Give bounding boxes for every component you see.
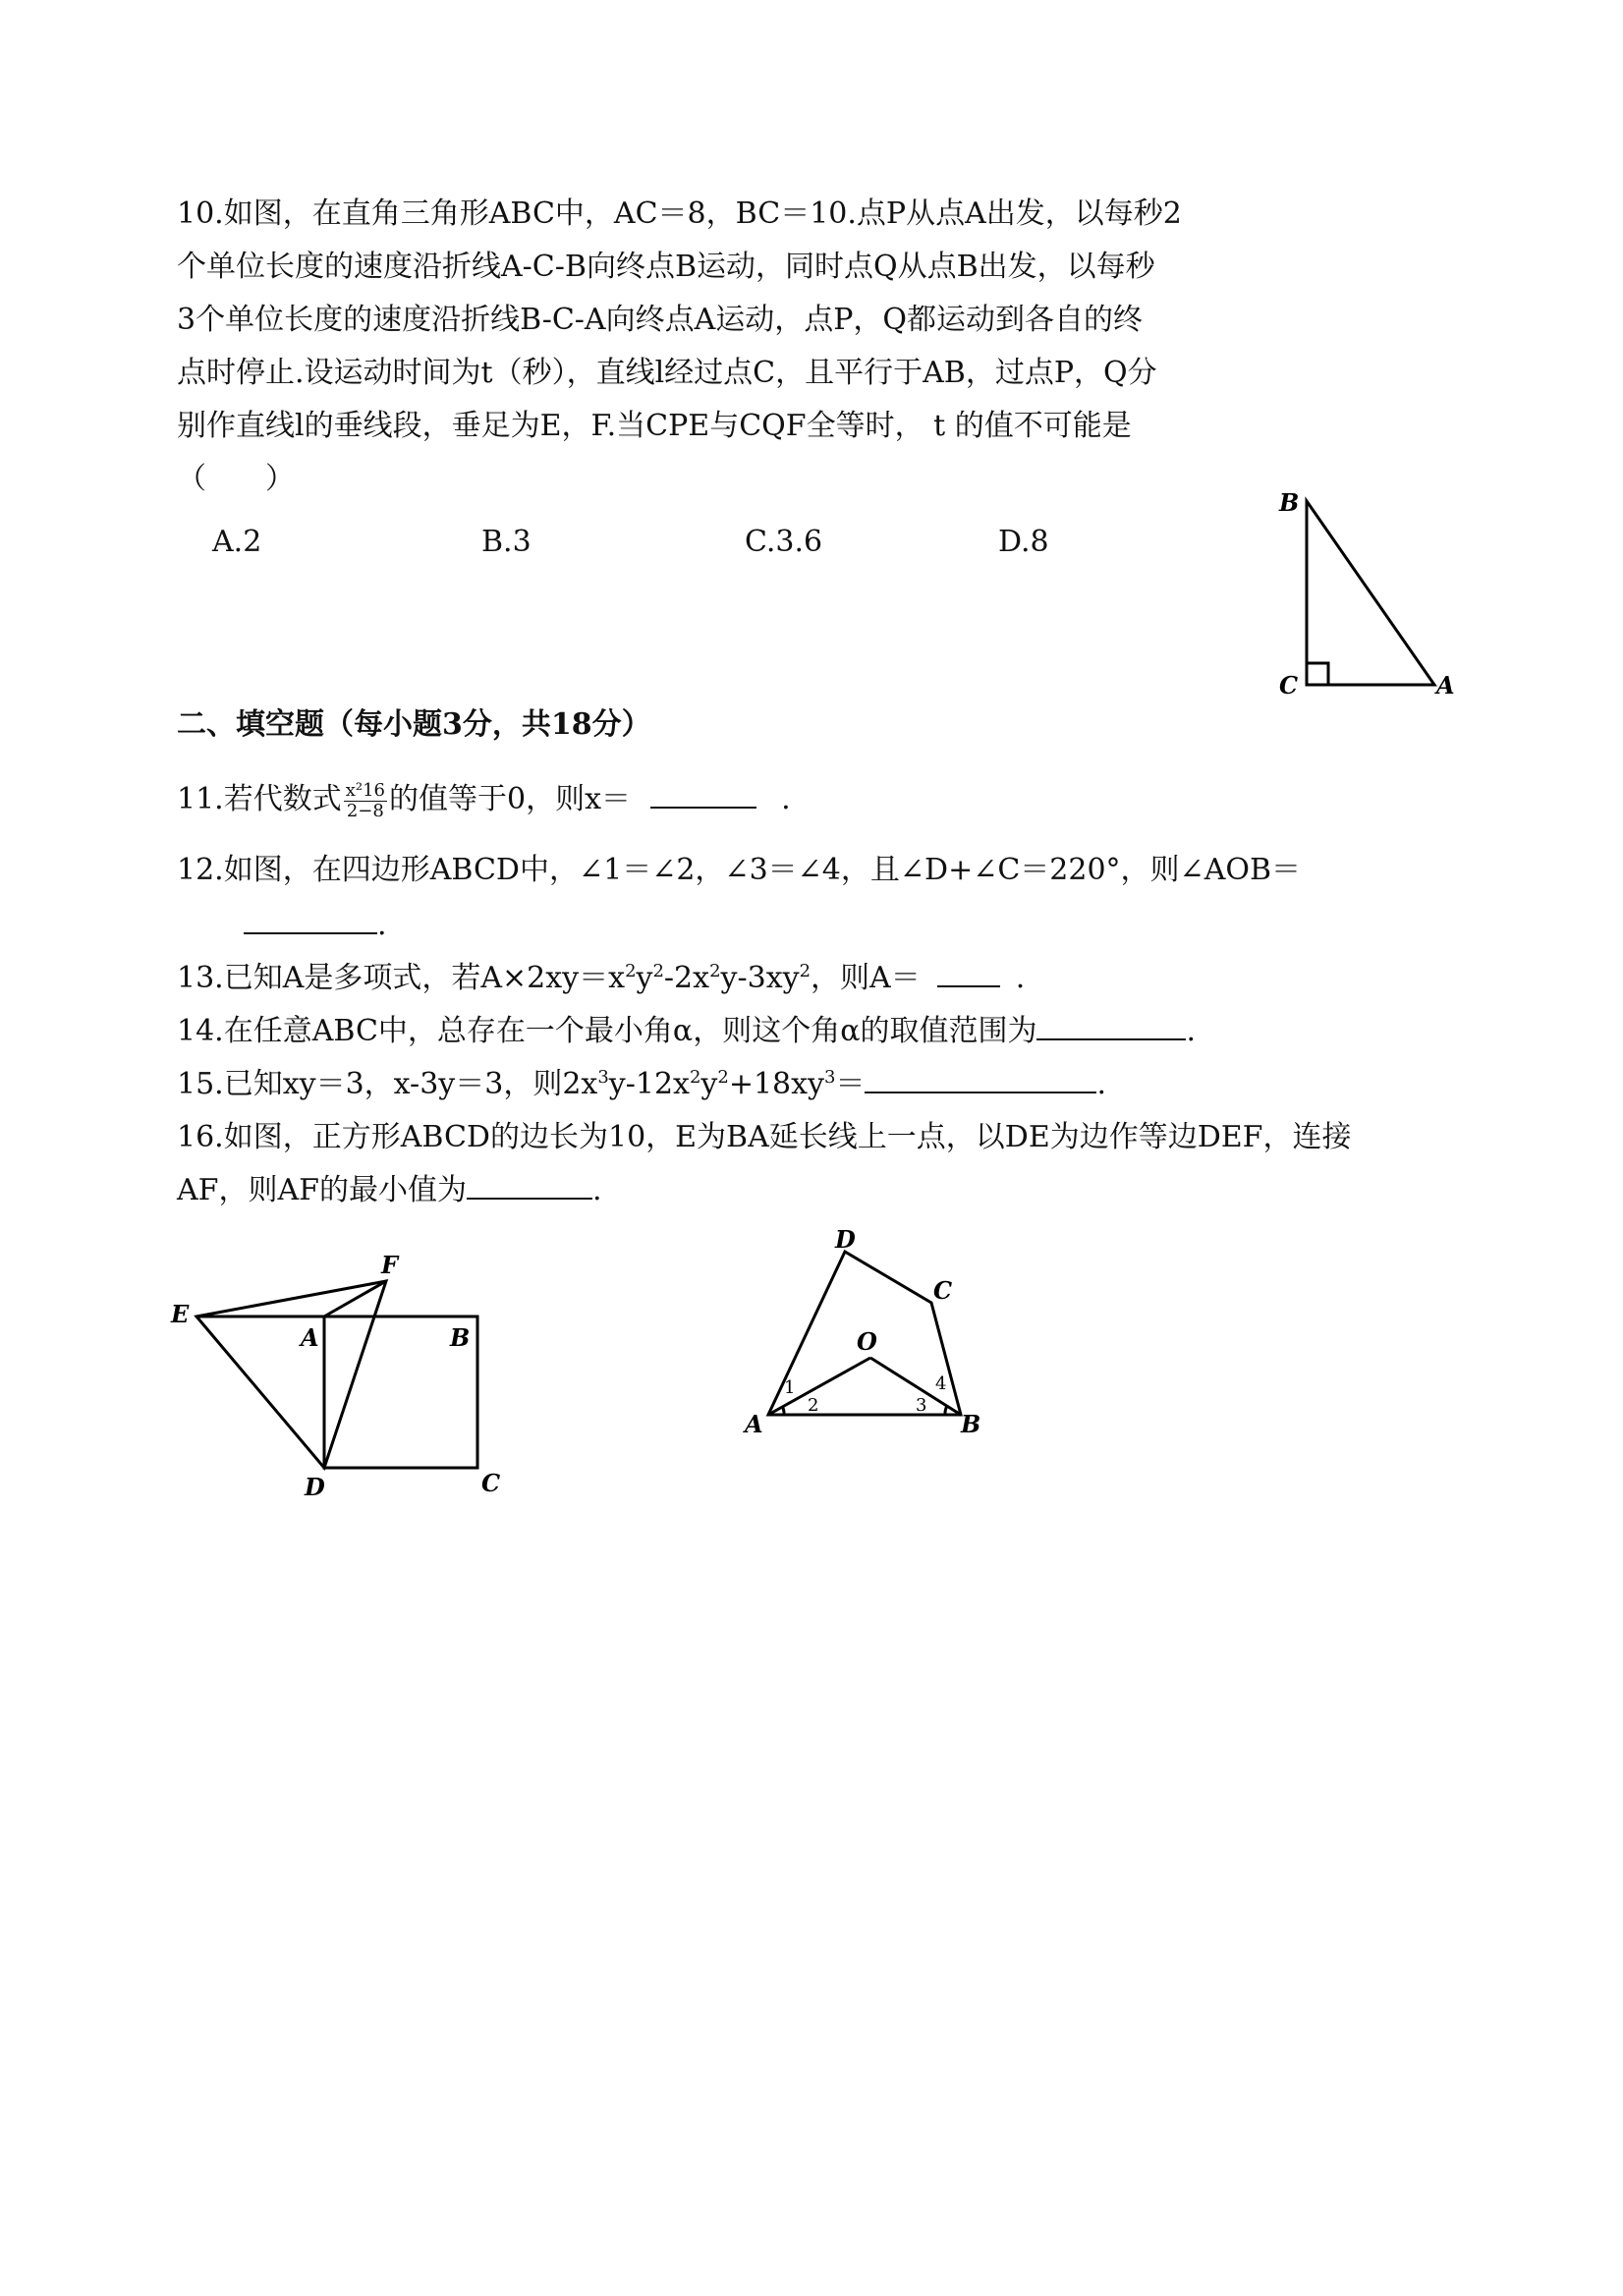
label-a: A	[745, 1410, 763, 1438]
q13-end: .	[1015, 961, 1026, 995]
q14-end: .	[1186, 1014, 1196, 1048]
q11-prefix: 11.若代数式	[177, 782, 342, 816]
q15-sup-1: 3	[597, 1067, 609, 1088]
q12-line-1: 12.如图，在四边形ABCD中，∠1＝∠2，∠3＝∠4，且∠D+∠C＝220°，则∠AOB＝	[177, 853, 1301, 887]
label-a: A	[1436, 671, 1455, 700]
label-d: D	[835, 1225, 856, 1254]
q10-line-2: 个单位长度的速度沿折线A-C-B向终点B运动，同时点Q从点B出发，以每秒	[177, 250, 1155, 284]
q15-mid-2: y	[700, 1067, 718, 1101]
q10-option-d: D.8	[998, 525, 1049, 559]
label-f: F	[381, 1251, 399, 1279]
label-c: C	[1279, 671, 1299, 700]
q15-prefix: 15.已知xy＝3，x-3y＝3，则2x	[177, 1067, 598, 1101]
q14-text: 14.在任意ABC中，总存在一个最小角α，则这个角α的取值范围为	[177, 1014, 1037, 1048]
q12-line-2	[244, 906, 387, 945]
q13-mid-2: -2x	[663, 961, 710, 995]
angle-label-3: 3	[916, 1395, 927, 1416]
q11-answer-blank[interactable]	[650, 781, 756, 809]
q15-sup-3: 2	[717, 1067, 729, 1088]
q13-sup-4: 2	[799, 961, 812, 981]
label-c: C	[481, 1469, 501, 1497]
q16-end: .	[591, 1173, 602, 1207]
label-d: D	[305, 1473, 325, 1501]
q12-end: .	[377, 908, 387, 942]
q15-mid-3: +18xy	[728, 1067, 825, 1101]
q15-sup-4: 3	[824, 1067, 836, 1088]
q14-answer-blank[interactable]	[1036, 1013, 1186, 1040]
angle-label-2: 2	[808, 1395, 819, 1416]
q10-line-3: 3个单位长度的速度沿折线B-C-A向终点A运动，点P，Q都运动到各自的终	[177, 303, 1144, 337]
q11-suffix: 的值等于0，则x＝	[389, 782, 632, 816]
q10-option-b: B.3	[481, 525, 532, 559]
q10-line-4: 点时停止.设运动时间为t（秒），直线l经过点C，且平行于AB，过点P，Q分	[177, 356, 1157, 390]
q11-fraction	[344, 781, 387, 821]
label-b: B	[1279, 488, 1300, 517]
right-angle-mark	[1307, 663, 1328, 685]
q15-end: .	[1096, 1067, 1107, 1101]
q14-line	[177, 1012, 1196, 1051]
q16-line-2	[177, 1171, 602, 1210]
q15-suffix: ＝	[835, 1067, 866, 1101]
q13-sup-3: 2	[709, 961, 721, 981]
label-b: B	[450, 1323, 471, 1352]
q15-answer-blank[interactable]	[865, 1066, 1096, 1093]
triangle-abc	[1307, 501, 1434, 685]
angle-label-4: 4	[935, 1373, 947, 1394]
q12-quadrilateral-figure	[727, 1225, 1002, 1444]
q11-end: .	[781, 782, 791, 816]
q10-line-1: 10.如图，在直角三角形ABC中，AC＝8，BC＝10.点P从点A出发，以每秒2	[177, 196, 1182, 231]
q13-suffix: ，则A＝	[811, 961, 921, 995]
q13-line	[177, 959, 1025, 998]
q11-line	[177, 780, 791, 821]
q12-answer-blank[interactable]	[244, 907, 377, 934]
label-a: A	[301, 1323, 319, 1352]
q10-line-5: 别作直线l的垂线段，垂足为E，F.当CPE与CQF全等时， t 的值不可能是	[177, 409, 1132, 443]
q13-answer-blank[interactable]	[937, 960, 1000, 987]
q10-triangle-figure	[1267, 481, 1493, 707]
q11-denominator: 2−8	[346, 800, 384, 821]
label-o: O	[857, 1327, 877, 1356]
q15-sup-2: 2	[689, 1067, 701, 1088]
q13-sup-1: 2	[625, 961, 637, 981]
q10-option-c: C.3.6	[745, 525, 823, 559]
q13-sup-2: 2	[652, 961, 664, 981]
label-b: B	[961, 1410, 981, 1438]
q10-option-a: A.2	[212, 525, 262, 559]
q16-square-figure	[157, 1238, 531, 1513]
q15-mid-1: y-12x	[608, 1067, 690, 1101]
q16-line-1: 16.如图，正方形ABCD的边长为10，E为BA延长线上一点，以DE为边作等边DEF，连接	[177, 1120, 1352, 1154]
q10-answer-bracket: （ ）	[177, 462, 295, 496]
q13-mid-3: y-3xy	[720, 961, 800, 995]
q15-line	[177, 1065, 1106, 1104]
q16-line-2-prefix: AF，则AF的最小值为	[177, 1173, 467, 1207]
q13-prefix: 13.已知A是多项式，若A×2xy＝x	[177, 961, 626, 995]
angle-label-1: 1	[784, 1377, 796, 1398]
label-c: C	[933, 1276, 953, 1305]
section-2-title: 二、填空题（每小题3分，共18分）	[177, 707, 651, 742]
label-e: E	[171, 1300, 190, 1328]
q13-mid-1: y	[636, 961, 653, 995]
q11-numerator: x²16	[345, 779, 385, 801]
triangle-def	[196, 1281, 386, 1468]
q16-answer-blank[interactable]	[467, 1172, 592, 1200]
